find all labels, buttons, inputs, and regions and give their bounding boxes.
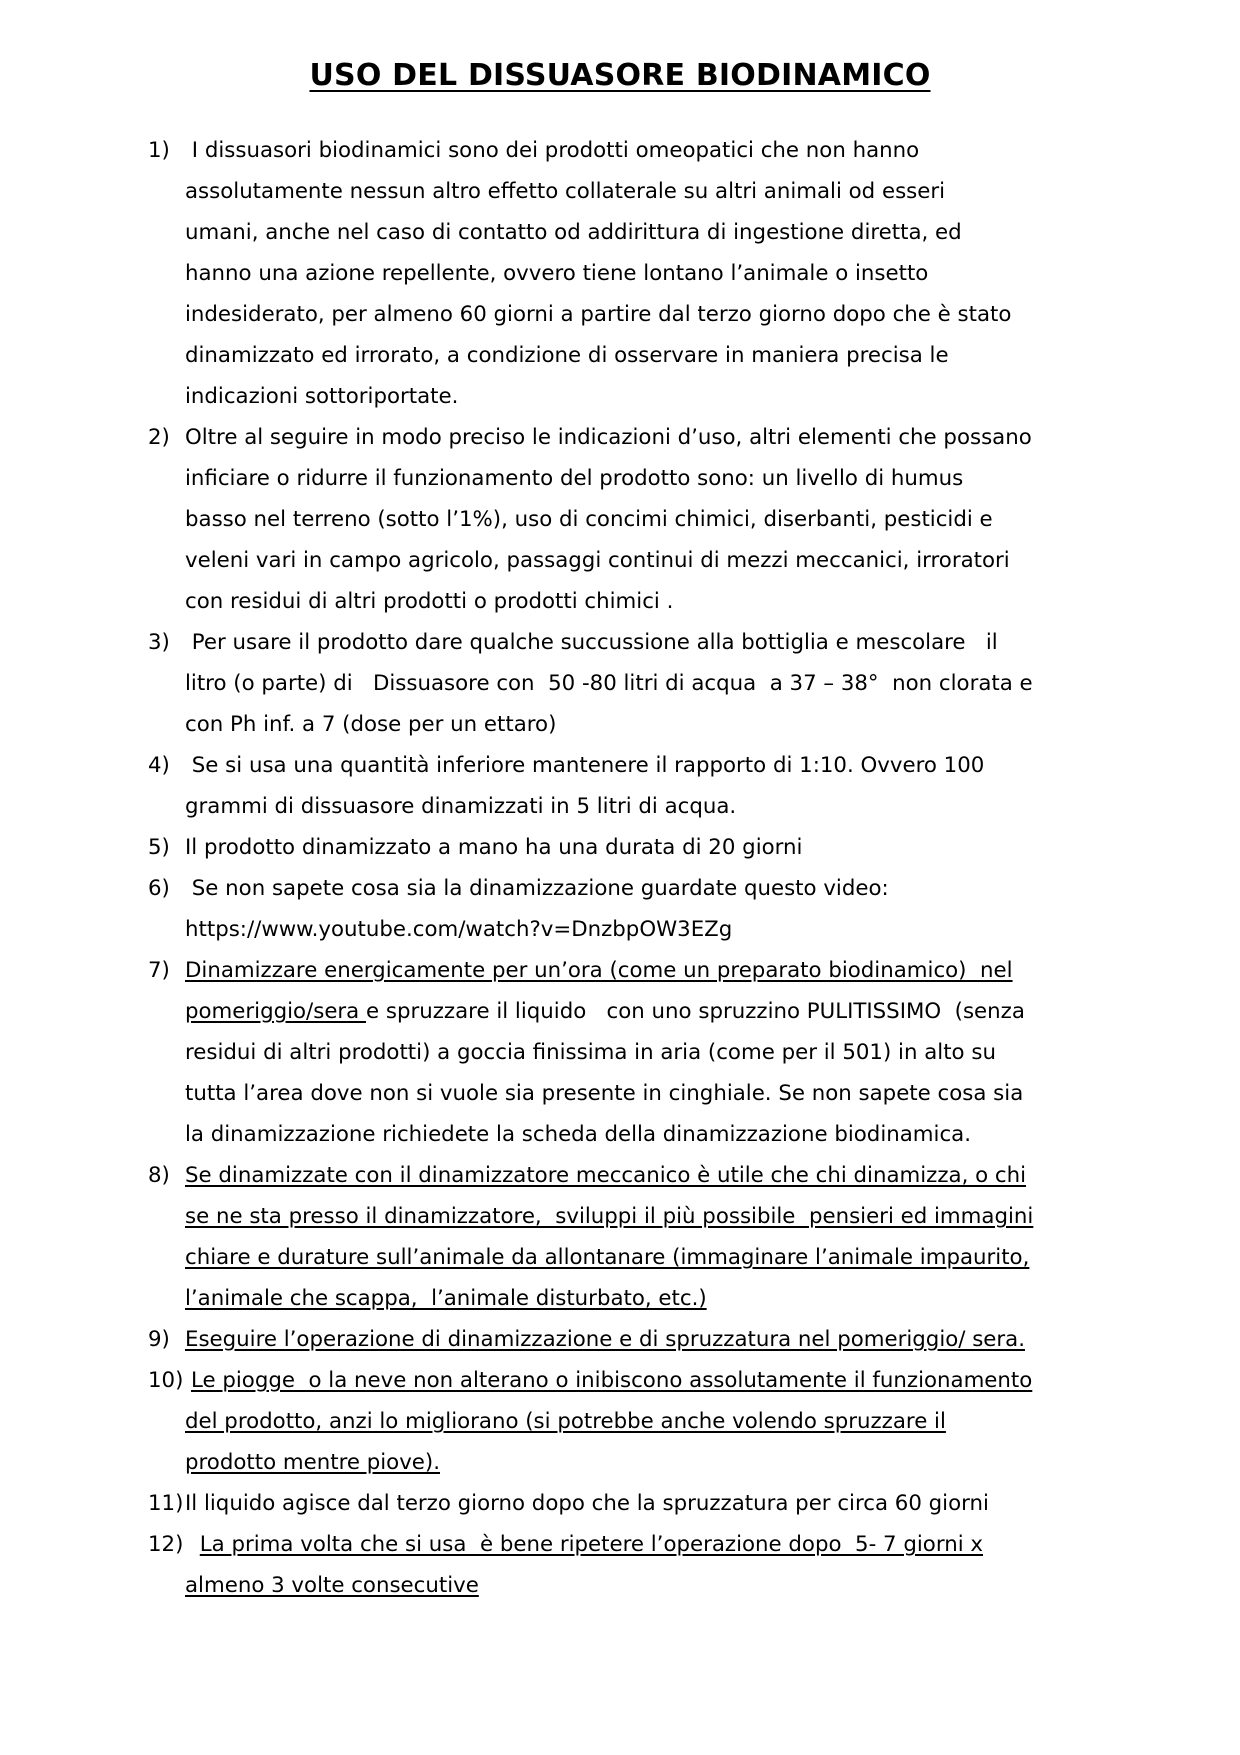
underlined-text-segment: La prima volta che si usa è bene ripetere l’operazione dopo 5- 7 giorni x xyxy=(199,1532,983,1557)
underlined-text-line: Le piogge o la neve non alterano o inibiscono assolutamente il funzionamento xyxy=(191,1368,1033,1393)
underlined-text-line: almeno 3 volte consecutive xyxy=(185,1573,479,1598)
list-item-number: 1) xyxy=(148,138,170,163)
text-line: Il prodotto dinamizzato a mano ha una durata di 20 giorni xyxy=(185,835,803,860)
text-line: indicazioni sottoriportate. xyxy=(185,384,459,409)
text-line: con residui di altri prodotti o prodotti chimici . xyxy=(185,589,674,614)
text-line: litro (o parte) di Dissuasore con 50 -80 litri di acqua a 37 – 38° non clorata e xyxy=(185,671,1033,696)
list-item-number: 7) xyxy=(148,958,170,983)
list-item xyxy=(148,1155,1138,1319)
text-line: Se non sapete cosa sia la dinamizzazione guardate questo video: xyxy=(185,876,889,901)
text-line: con Ph inf. a 7 (dose per un ettaro) xyxy=(185,712,557,737)
video-url-text: https://www.youtube.com/watch?v=DnzbpOW3EZg xyxy=(185,917,733,942)
list-item-number: 10) xyxy=(148,1368,184,1393)
underlined-text-line: Se dinamizzate con il dinamizzatore meccanico è utile che chi dinamizza, o chi xyxy=(185,1163,1027,1188)
list-item-number: 12) xyxy=(148,1532,184,1557)
instructions-list xyxy=(148,130,1138,1606)
text-line: umani, anche nel caso di contatto od addirittura di ingestione diretta, ed xyxy=(185,220,962,245)
document-title: USO DEL DISSUASORE BIODINAMICO xyxy=(309,58,931,93)
list-item xyxy=(148,1524,1138,1606)
underlined-text-segment: pomeriggio/sera xyxy=(185,999,367,1024)
text-line: basso nel terreno (sotto l’1%), uso di concimi chimici, diserbanti, pesticidi e xyxy=(185,507,993,532)
underlined-text-line: chiare e durature sull’animale da allontanare (immaginare l’animale impaurito, xyxy=(185,1245,1030,1270)
text-line: dinamizzato ed irrorato, a condizione di osservare in maniera precisa le xyxy=(185,343,949,368)
list-item xyxy=(148,950,1138,1155)
list-item xyxy=(148,417,1138,622)
underlined-text-line: del prodotto, anzi lo migliorano (si potrebbe anche volendo spruzzare il xyxy=(185,1409,946,1434)
list-item xyxy=(148,1483,1138,1524)
underlined-text-line: l’animale che scappa, l’animale disturbato, etc.) xyxy=(185,1286,707,1311)
text-line: indesiderato, per almeno 60 giorni a partire dal terzo giorno dopo che è stato xyxy=(185,302,1012,327)
text-line: inficiare o ridurre il funzionamento del prodotto sono: un livello di humus xyxy=(185,466,964,491)
text-line: hanno una azione repellente, ovvero tiene lontano l’animale o insetto xyxy=(185,261,929,286)
text-line: grammi di dissuasore dinamizzati in 5 litri di acqua. xyxy=(185,794,737,819)
list-item xyxy=(148,1360,1138,1483)
list-item-number: 8) xyxy=(148,1163,170,1188)
list-item-number: 2) xyxy=(148,425,170,450)
list-item-number: 5) xyxy=(148,835,170,860)
text-line: Il liquido agisce dal terzo giorno dopo che la spruzzatura per circa 60 giorni xyxy=(185,1491,989,1516)
list-item xyxy=(148,1319,1138,1360)
text-line: assolutamente nessun altro effetto collaterale su altri animali od esseri xyxy=(185,179,946,204)
list-item-number: 11) xyxy=(148,1491,184,1516)
text-line: la dinamizzazione richiedete la scheda della dinamizzazione biodinamica. xyxy=(185,1122,971,1147)
text-segment xyxy=(193,1532,200,1557)
list-item xyxy=(148,745,1138,827)
underlined-text-line: se ne sta presso il dinamizzatore, sviluppi il più possibile pensieri ed immagini xyxy=(185,1204,1034,1229)
list-item xyxy=(148,622,1138,745)
text-line: veleni vari in campo agricolo, passaggi continui di mezzi meccanici, irroratori xyxy=(185,548,1010,573)
list-item xyxy=(148,130,1138,417)
text-line: tutta l’area dove non si vuole sia presente in cinghiale. Se non sapete cosa sia xyxy=(185,1081,1024,1106)
list-item-number: 4) xyxy=(148,753,170,778)
text-segment: e spruzzare il liquido con uno spruzzino PULITISSIMO (senza xyxy=(366,999,1025,1024)
underlined-text-line: prodotto mentre piove). xyxy=(185,1450,440,1475)
underlined-text-line: Eseguire l’operazione di dinamizzazione e di spruzzatura nel pomeriggio/ sera. xyxy=(185,1327,1025,1352)
list-item-number: 9) xyxy=(148,1327,170,1352)
list-item-number: 6) xyxy=(148,876,170,901)
text-line: residui di altri prodotti) a goccia finissima in aria (come per il 501) in alto su xyxy=(185,1040,996,1065)
list-item xyxy=(148,868,1138,950)
list-item xyxy=(148,827,1138,868)
text-line: I dissuasori biodinamici sono dei prodotti omeopatici che non hanno xyxy=(185,138,920,163)
list-item-number: 3) xyxy=(148,630,170,655)
text-line: Per usare il prodotto dare qualche succussione alla bottiglia e mescolare il xyxy=(185,630,998,655)
text-line: Oltre al seguire in modo preciso le indicazioni d’uso, altri elementi che possano xyxy=(185,425,1032,450)
text-line: Se si usa una quantità inferiore mantenere il rapporto di 1:10. Ovvero 100 xyxy=(185,753,985,778)
underlined-text-line: Dinamizzare energicamente per un’ora (come un preparato biodinamico) nel xyxy=(185,958,1013,983)
